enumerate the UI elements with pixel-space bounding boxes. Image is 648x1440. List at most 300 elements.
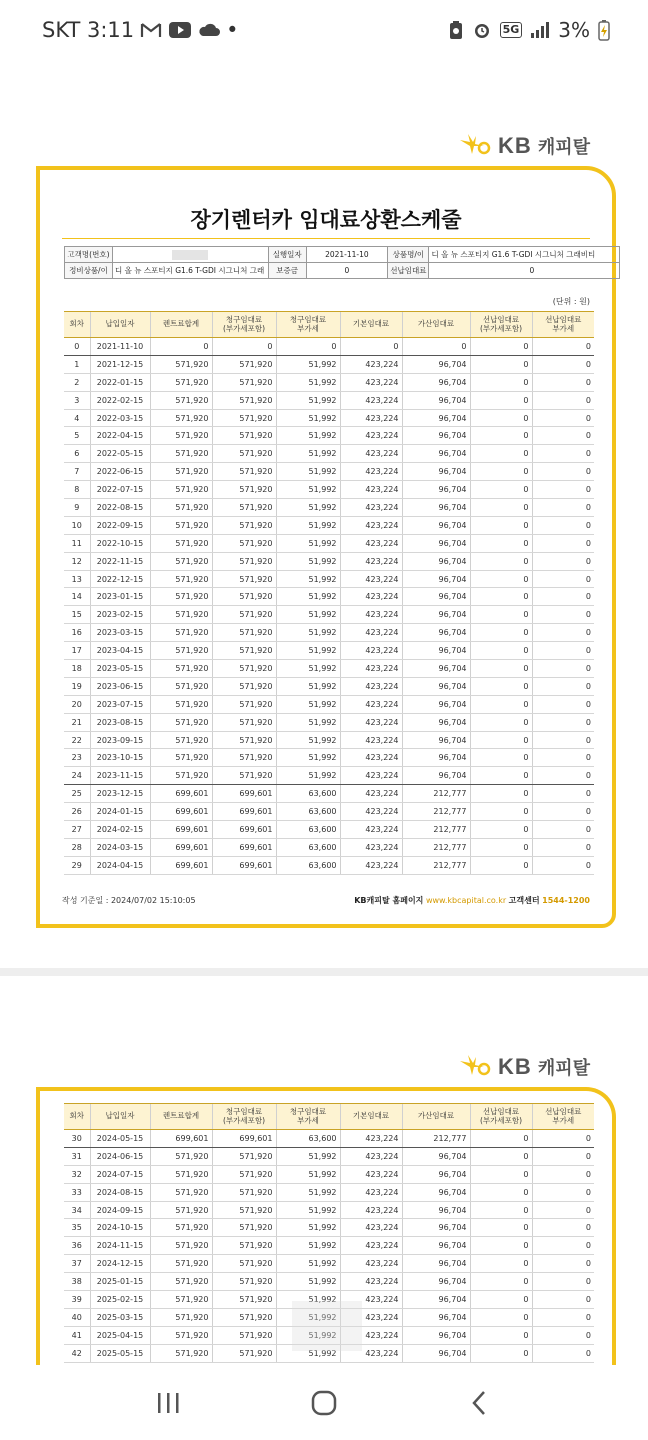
table-cell: 699,601 — [212, 803, 276, 821]
table-cell: 0 — [532, 624, 594, 642]
table-cell: 0 — [470, 1255, 532, 1273]
table-cell: 423,224 — [340, 570, 402, 588]
table-cell: 0 — [470, 767, 532, 785]
table-cell: 0 — [532, 445, 594, 463]
table-cell: 96,704 — [402, 1165, 470, 1183]
table-cell: 96,704 — [402, 391, 470, 409]
table-cell: 96,704 — [402, 624, 470, 642]
table-row — [64, 338, 594, 356]
table-cell: 212,777 — [402, 785, 470, 803]
table-cell: 51,992 — [276, 1237, 340, 1255]
table-cell: 51,992 — [276, 1273, 340, 1291]
document-page-2[interactable] — [0, 1045, 648, 1365]
battery-percent: 3% — [558, 18, 590, 42]
table-cell: 0 — [470, 803, 532, 821]
table-cell: 39 — [64, 1291, 90, 1309]
table-cell: 51,992 — [276, 409, 340, 427]
table-cell: 29 — [64, 856, 90, 874]
table-cell: 96,704 — [402, 749, 470, 767]
table-row — [64, 1201, 594, 1219]
table-cell: 51,992 — [276, 499, 340, 517]
kb-capital-logo — [458, 132, 590, 160]
column-header: 회차 — [64, 1104, 90, 1130]
table-cell: 571,920 — [212, 373, 276, 391]
table-cell: 2024-02-15 — [90, 821, 150, 839]
table-cell: 571,920 — [150, 606, 212, 624]
table-cell: 423,224 — [340, 588, 402, 606]
table-cell: 423,224 — [340, 1165, 402, 1183]
table-cell: 0 — [532, 1237, 594, 1255]
table-cell: 0 — [470, 516, 532, 534]
logo-capital: 캐피탈 — [537, 1058, 590, 1079]
table-cell: 0 — [470, 1130, 532, 1148]
table-cell: 41 — [64, 1326, 90, 1344]
table-cell: 2 — [64, 373, 90, 391]
table-cell: 0 — [532, 552, 594, 570]
status-right — [448, 18, 610, 42]
table-cell: 571,920 — [212, 570, 276, 588]
table-cell: 571,920 — [212, 516, 276, 534]
table-cell: 63,600 — [276, 1130, 340, 1148]
table-cell: 0 — [470, 731, 532, 749]
table-cell: 96,704 — [402, 1273, 470, 1291]
table-cell: 1 — [64, 355, 90, 373]
table-cell: 96,704 — [402, 1147, 470, 1165]
table-cell: 571,920 — [212, 1183, 276, 1201]
table-cell: 423,224 — [340, 499, 402, 517]
table-cell: 0 — [532, 1147, 594, 1165]
table-cell: 423,224 — [340, 821, 402, 839]
table-cell: 96,704 — [402, 731, 470, 749]
table-cell: 571,920 — [150, 1326, 212, 1344]
table-cell: 699,601 — [150, 785, 212, 803]
table-cell: 0 — [532, 821, 594, 839]
table-cell: 32 — [64, 1165, 90, 1183]
table-cell: 0 — [532, 713, 594, 731]
table-row — [64, 534, 594, 552]
table-cell: 571,920 — [150, 1147, 212, 1165]
table-cell: 423,224 — [340, 1130, 402, 1148]
table-cell: 699,601 — [212, 785, 276, 803]
table-cell: 571,920 — [150, 749, 212, 767]
table-cell: 571,920 — [212, 731, 276, 749]
table-cell: 51,992 — [276, 731, 340, 749]
table-cell: 2025-03-15 — [90, 1308, 150, 1326]
table-row — [64, 1183, 594, 1201]
table-cell: 2022-08-15 — [90, 499, 150, 517]
table-cell: 20 — [64, 695, 90, 713]
table-cell: 0 — [532, 516, 594, 534]
back-button[interactable] — [460, 1383, 500, 1423]
table-cell: 51,992 — [276, 749, 340, 767]
table-cell: 571,920 — [212, 624, 276, 642]
table-cell: 2024-06-15 — [90, 1147, 150, 1165]
table-cell: 2023-08-15 — [90, 713, 150, 731]
table-cell: 0 — [470, 1291, 532, 1309]
table-cell: 51,992 — [276, 552, 340, 570]
table-row — [64, 821, 594, 839]
table-cell: 571,920 — [150, 660, 212, 678]
deposit-value: 0 — [306, 263, 388, 279]
table-cell: 571,920 — [150, 1291, 212, 1309]
table-cell: 2024-01-15 — [90, 803, 150, 821]
table-cell: 96,704 — [402, 660, 470, 678]
table-cell: 96,704 — [402, 642, 470, 660]
table-cell: 571,920 — [150, 445, 212, 463]
table-cell: 571,920 — [150, 516, 212, 534]
prepay-label: 선납임대료 — [388, 263, 429, 279]
table-row — [64, 499, 594, 517]
table-row — [64, 588, 594, 606]
table-cell: 423,224 — [340, 606, 402, 624]
table-cell: 571,920 — [212, 1291, 276, 1309]
table-cell: 37 — [64, 1255, 90, 1273]
table-cell: 0 — [532, 355, 594, 373]
table-cell: 0 — [532, 838, 594, 856]
table-cell: 571,920 — [150, 731, 212, 749]
table-cell: 0 — [470, 749, 532, 767]
table-cell: 96,704 — [402, 1183, 470, 1201]
signal-icon — [530, 21, 550, 39]
table-cell: 96,704 — [402, 1237, 470, 1255]
table-cell: 2025-05-15 — [90, 1344, 150, 1362]
table-cell: 423,224 — [340, 838, 402, 856]
table-cell: 96,704 — [402, 1255, 470, 1273]
table-cell: 2021-12-15 — [90, 355, 150, 373]
table-cell: 699,601 — [212, 838, 276, 856]
customer-value — [112, 247, 268, 263]
table-cell: 0 — [532, 749, 594, 767]
table-cell: 51,992 — [276, 588, 340, 606]
table-cell: 31 — [64, 1147, 90, 1165]
carrier-time: SKT 3:11 — [42, 18, 135, 42]
table-cell: 0 — [340, 338, 402, 356]
column-header: 렌트료합계 — [150, 1104, 212, 1130]
table-cell: 51,992 — [276, 1165, 340, 1183]
table-cell: 0 — [470, 499, 532, 517]
table-cell: 699,601 — [150, 803, 212, 821]
table-cell: 423,224 — [340, 767, 402, 785]
table-cell: 571,920 — [212, 767, 276, 785]
table-cell: 96,704 — [402, 606, 470, 624]
page-title: 장기렌터카 임대료상환스케줄 — [190, 208, 462, 232]
table-cell: 51,992 — [276, 677, 340, 695]
schedule-table — [64, 311, 594, 875]
logo-kb: KB — [498, 133, 532, 158]
table-row — [64, 481, 594, 499]
table-cell: 571,920 — [150, 642, 212, 660]
table-cell: 0 — [212, 338, 276, 356]
table-cell: 3 — [64, 391, 90, 409]
youtube-icon — [168, 21, 192, 39]
table-cell: 96,704 — [402, 1326, 470, 1344]
table-cell: 0 — [470, 534, 532, 552]
table-cell: 8 — [64, 481, 90, 499]
table-cell: 63,600 — [276, 803, 340, 821]
table-cell: 0 — [532, 1291, 594, 1309]
table-cell: 14 — [64, 588, 90, 606]
table-cell: 423,224 — [340, 463, 402, 481]
table-cell: 96,704 — [402, 445, 470, 463]
table-cell: 699,601 — [212, 821, 276, 839]
table-cell: 423,224 — [340, 624, 402, 642]
homepage-link[interactable]: www.kbcapital.co.kr — [425, 896, 507, 905]
table-cell: 423,224 — [340, 355, 402, 373]
table-cell: 571,920 — [212, 1308, 276, 1326]
table-cell: 2022-05-15 — [90, 445, 150, 463]
table-row — [64, 516, 594, 534]
table-cell: 571,920 — [212, 749, 276, 767]
table-cell: 23 — [64, 749, 90, 767]
document-frame — [36, 166, 616, 928]
table-cell: 40 — [64, 1308, 90, 1326]
table-cell: 571,920 — [212, 427, 276, 445]
table-row — [64, 624, 594, 642]
table-cell: 5 — [64, 427, 90, 445]
contact-info — [354, 895, 590, 906]
table-cell: 423,224 — [340, 1273, 402, 1291]
table-cell: 51,992 — [276, 570, 340, 588]
table-row — [64, 606, 594, 624]
table-row — [64, 767, 594, 785]
product-value: 디 올 뉴 스포티지 G1.6 T-GDI 시그니처 그래비티 — [429, 247, 620, 263]
table-cell: 571,920 — [150, 1273, 212, 1291]
table-cell: 0 — [150, 338, 212, 356]
table-cell: 571,920 — [212, 677, 276, 695]
table-cell: 212,777 — [402, 803, 470, 821]
table-cell: 0 — [532, 695, 594, 713]
column-header: 납입일자 — [90, 312, 150, 338]
table-cell: 96,704 — [402, 1344, 470, 1362]
table-cell: 0 — [470, 409, 532, 427]
table-cell: 0 — [532, 1308, 594, 1326]
table-cell: 571,920 — [212, 642, 276, 660]
column-header: 선납임대료 부가세 — [532, 1104, 594, 1130]
table-cell: 0 — [532, 660, 594, 678]
table-cell: 571,920 — [212, 409, 276, 427]
home-button[interactable] — [304, 1383, 344, 1423]
table-cell: 571,920 — [212, 588, 276, 606]
table-cell: 96,704 — [402, 373, 470, 391]
table-cell: 0 — [532, 642, 594, 660]
table-cell: 2023-06-15 — [90, 677, 150, 695]
table-cell: 571,920 — [150, 391, 212, 409]
table-cell: 10 — [64, 516, 90, 534]
network-5g-icon: 5G — [500, 22, 523, 38]
logo-capital: 캐피탈 — [537, 137, 590, 158]
table-cell: 571,920 — [150, 1201, 212, 1219]
table-cell: 63,600 — [276, 838, 340, 856]
table-cell: 2024-05-15 — [90, 1130, 150, 1148]
table-cell: 571,920 — [150, 463, 212, 481]
table-cell: 0 — [470, 355, 532, 373]
table-cell: 2023-11-15 — [90, 767, 150, 785]
table-cell: 35 — [64, 1219, 90, 1237]
table-cell: 0 — [532, 731, 594, 749]
table-row — [64, 749, 594, 767]
table-cell: 26 — [64, 803, 90, 821]
table-cell: 0 — [532, 1183, 594, 1201]
table-row — [64, 355, 594, 373]
column-header: 렌트료합계 — [150, 312, 212, 338]
table-cell: 96,704 — [402, 767, 470, 785]
table-cell: 51,992 — [276, 1308, 340, 1326]
status-left — [42, 18, 239, 42]
column-header: 납입일자 — [90, 1104, 150, 1130]
table-cell: 571,920 — [212, 1165, 276, 1183]
table-cell: 0 — [532, 338, 594, 356]
table-cell: 0 — [470, 373, 532, 391]
table-cell: 423,224 — [340, 552, 402, 570]
table-row — [64, 373, 594, 391]
table-cell: 2022-10-15 — [90, 534, 150, 552]
table-cell: 2023-03-15 — [90, 624, 150, 642]
table-row — [64, 1237, 594, 1255]
table-cell: 0 — [470, 1344, 532, 1362]
table-cell: 96,704 — [402, 481, 470, 499]
table-cell: 2022-12-15 — [90, 570, 150, 588]
table-cell: 0 — [470, 1326, 532, 1344]
column-header: 가산임대료 — [402, 312, 470, 338]
table-cell: 51,992 — [276, 624, 340, 642]
table-cell: 36 — [64, 1237, 90, 1255]
table-cell: 2023-04-15 — [90, 642, 150, 660]
table-cell: 96,704 — [402, 1308, 470, 1326]
table-cell: 51,992 — [276, 695, 340, 713]
table-cell: 96,704 — [402, 534, 470, 552]
table-cell: 423,224 — [340, 445, 402, 463]
table-cell: 33 — [64, 1183, 90, 1201]
redacted-overlay — [292, 1301, 362, 1351]
table-cell: 571,920 — [212, 1219, 276, 1237]
table-cell: 51,992 — [276, 391, 340, 409]
table-cell: 212,777 — [402, 838, 470, 856]
table-cell: 0 — [532, 1130, 594, 1148]
table-cell: 2024-03-15 — [90, 838, 150, 856]
table-row — [64, 1130, 594, 1148]
table-cell: 699,601 — [212, 1130, 276, 1148]
table-row — [64, 642, 594, 660]
alarm-icon — [472, 20, 492, 40]
table-cell: 0 — [470, 552, 532, 570]
table-cell: 0 — [532, 588, 594, 606]
recent-apps-button[interactable] — [148, 1383, 188, 1423]
table-cell: 63,600 — [276, 856, 340, 874]
table-cell: 27 — [64, 821, 90, 839]
contract-info-table — [64, 246, 620, 279]
table-cell: 0 — [470, 1165, 532, 1183]
table-cell: 2023-09-15 — [90, 731, 150, 749]
table-row — [64, 552, 594, 570]
customer-label: 고객명(번호) — [65, 247, 113, 263]
product-label: 상품명/이 — [388, 247, 429, 263]
table-cell: 51,992 — [276, 534, 340, 552]
table-cell: 571,920 — [212, 1255, 276, 1273]
table-cell: 0 — [532, 606, 594, 624]
table-cell: 25 — [64, 785, 90, 803]
table-cell: 13 — [64, 570, 90, 588]
prepay-value: 0 — [429, 263, 620, 279]
table-cell: 0 — [532, 767, 594, 785]
title-divider — [62, 238, 590, 239]
table-row — [64, 409, 594, 427]
table-cell: 212,777 — [402, 821, 470, 839]
table-cell: 96,704 — [402, 552, 470, 570]
table-row — [64, 731, 594, 749]
maint-label: 정비상품/이 — [65, 263, 113, 279]
table-cell: 51,992 — [276, 1291, 340, 1309]
table-cell: 2023-12-15 — [90, 785, 150, 803]
table-cell: 51,992 — [276, 1344, 340, 1362]
table-cell: 0 — [470, 445, 532, 463]
table-cell: 51,992 — [276, 463, 340, 481]
document-page-1[interactable] — [0, 120, 648, 940]
table-row — [64, 660, 594, 678]
column-header: 선납임대료 (부가세포함) — [470, 1104, 532, 1130]
table-cell: 423,224 — [340, 695, 402, 713]
unit-label: (단위 : 원) — [552, 297, 590, 306]
gmail-icon — [140, 21, 162, 39]
table-cell: 0 — [470, 427, 532, 445]
table-cell: 28 — [64, 838, 90, 856]
table-cell: 571,920 — [150, 427, 212, 445]
service-center-phone[interactable]: 1544-1200 — [542, 896, 590, 905]
table-cell: 2024-08-15 — [90, 1183, 150, 1201]
table-cell: 571,920 — [212, 660, 276, 678]
table-cell: 17 — [64, 642, 90, 660]
table-cell: 30 — [64, 1130, 90, 1148]
navigation-bar — [0, 1365, 648, 1440]
table-cell: 423,224 — [340, 1255, 402, 1273]
table-cell: 0 — [470, 481, 532, 499]
table-cell: 51,992 — [276, 1147, 340, 1165]
table-cell: 699,601 — [150, 856, 212, 874]
table-cell: 571,920 — [212, 355, 276, 373]
notification-dot: • — [226, 18, 239, 42]
table-cell: 0 — [532, 534, 594, 552]
table-cell: 0 — [532, 1326, 594, 1344]
table-cell: 423,224 — [340, 1237, 402, 1255]
table-cell: 51,992 — [276, 373, 340, 391]
table-row — [64, 785, 594, 803]
status-bar — [0, 0, 648, 64]
table-cell: 423,224 — [340, 1326, 402, 1344]
table-cell: 63,600 — [276, 785, 340, 803]
table-cell: 0 — [470, 1219, 532, 1237]
table-cell: 96,704 — [402, 516, 470, 534]
table-cell: 571,920 — [150, 534, 212, 552]
table-cell: 571,920 — [212, 1326, 276, 1344]
table-cell: 2021-11-10 — [90, 338, 150, 356]
table-cell: 0 — [470, 1308, 532, 1326]
table-cell: 0 — [532, 427, 594, 445]
table-row — [64, 570, 594, 588]
table-cell: 571,920 — [150, 767, 212, 785]
table-cell: 571,920 — [212, 1147, 276, 1165]
table-cell: 423,224 — [340, 409, 402, 427]
table-cell: 42 — [64, 1344, 90, 1362]
table-cell: 571,920 — [212, 445, 276, 463]
table-cell: 0 — [532, 391, 594, 409]
table-cell: 96,704 — [402, 695, 470, 713]
table-cell: 0 — [470, 391, 532, 409]
table-row — [64, 1165, 594, 1183]
table-cell: 0 — [532, 409, 594, 427]
column-header: 청구임대료 부가세 — [276, 312, 340, 338]
cloud-icon — [198, 22, 220, 38]
column-header: 선납임대료 (부가세포함) — [470, 312, 532, 338]
table-cell: 2023-10-15 — [90, 749, 150, 767]
